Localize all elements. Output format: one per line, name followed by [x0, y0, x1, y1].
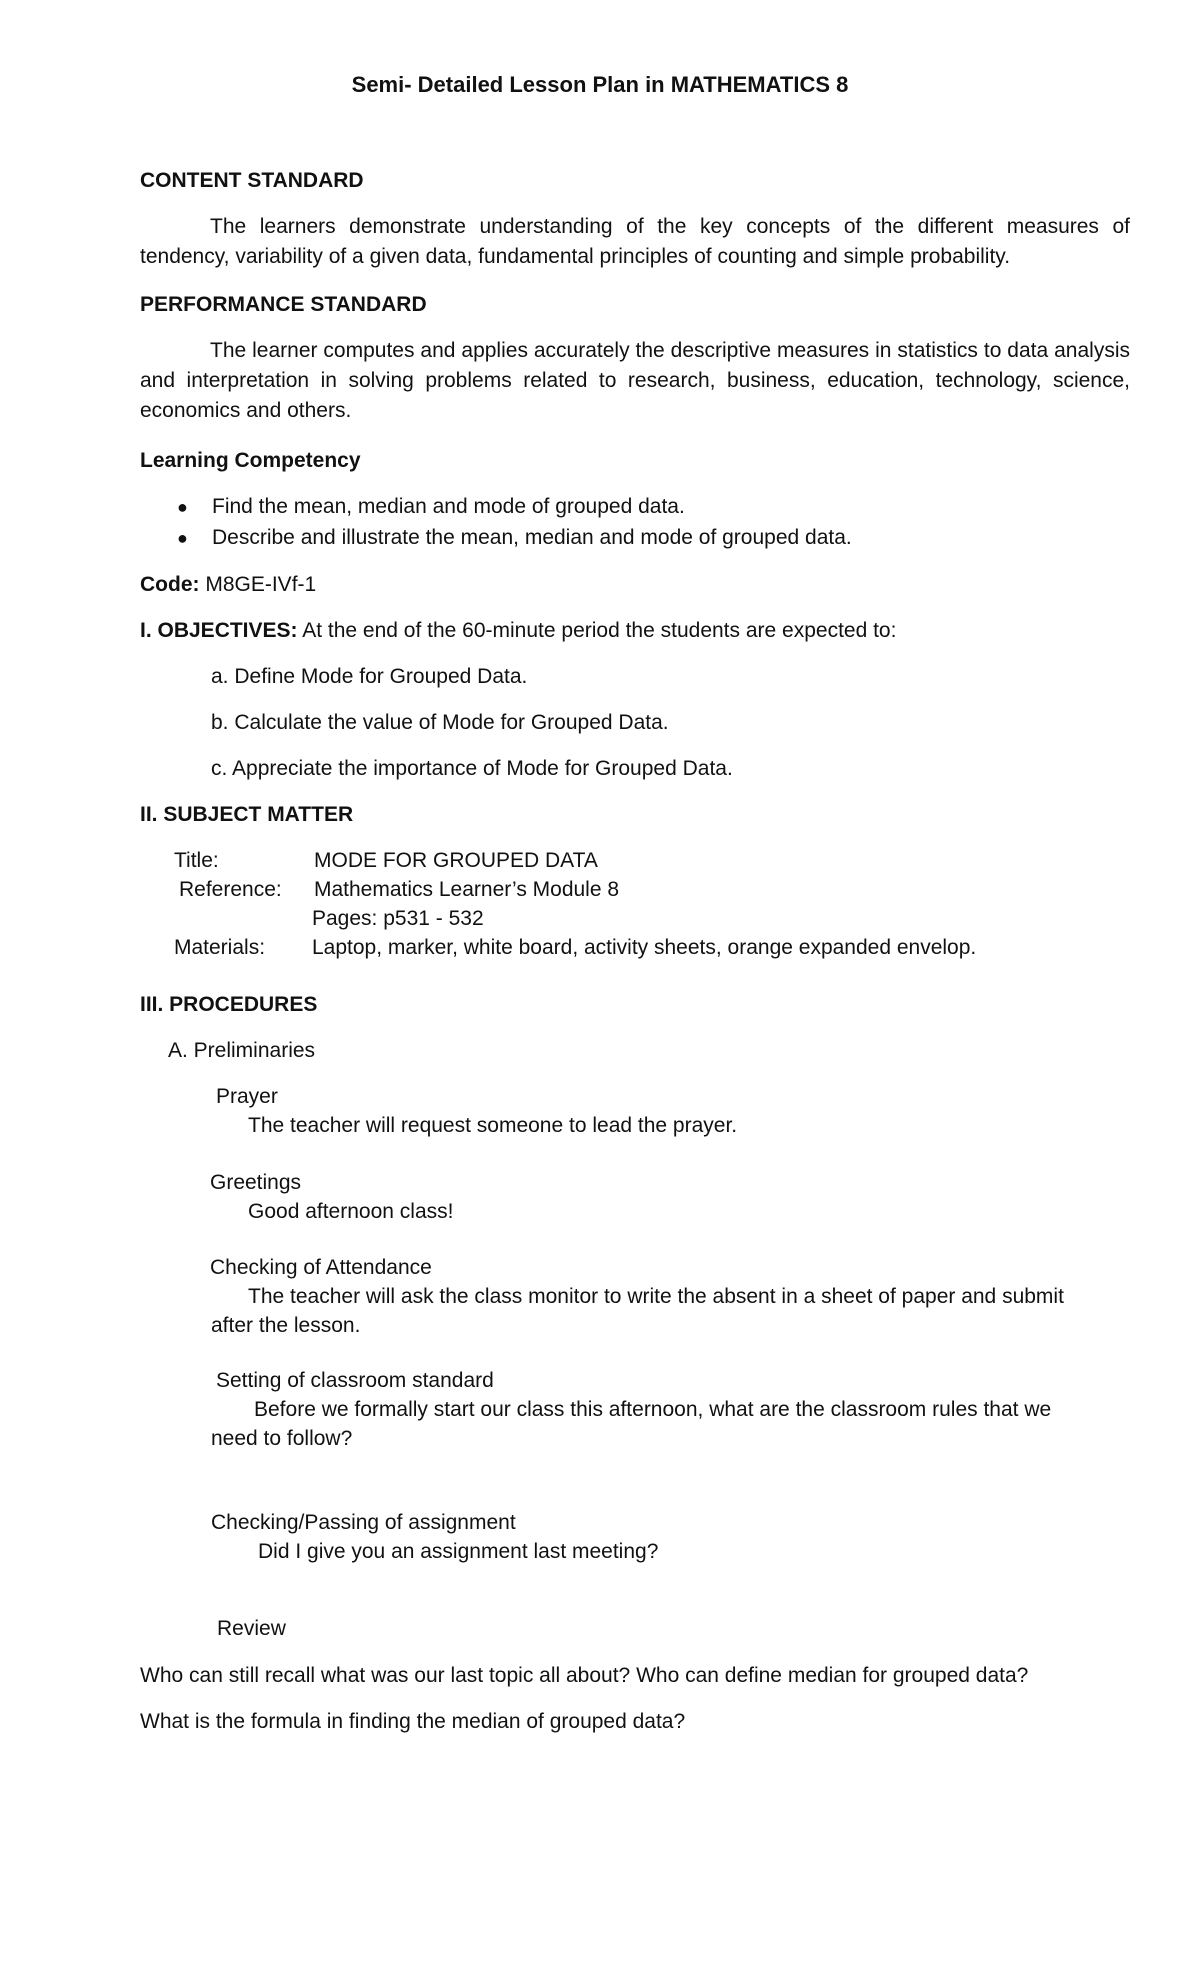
pages-value: Pages: p531 - 532: [312, 907, 484, 930]
assignment-text: Did I give you an assignment last meeting?: [258, 1540, 659, 1563]
subject-matter-heading: II. SUBJECT MATTER: [140, 803, 354, 826]
code-line: [140, 570, 316, 600]
objective-item: b. Calculate the value of Mode for Grouped Data.: [211, 711, 669, 734]
attendance-text-continued: after the lesson.: [211, 1314, 361, 1337]
preliminaries-heading: A. Preliminaries: [168, 1039, 316, 1062]
attendance-label: Checking of Attendance: [210, 1256, 432, 1279]
classroom-standard-text-continued: need to follow?: [211, 1427, 353, 1450]
learning-competency-heading: Learning Competency: [140, 449, 361, 472]
title-label: Title:: [174, 849, 219, 872]
document-title: Semi- Detailed Lesson Plan in MATHEMATICS 8: [351, 72, 849, 97]
bullet-icon: ●: [177, 528, 188, 548]
bullet-icon: ●: [177, 497, 188, 517]
classroom-standard-text: Before we formally start our class this afternoon, what are the classroom rules that we: [254, 1398, 1052, 1421]
list-item: [140, 492, 1130, 523]
attendance-text: The teacher will ask the class monitor to write the absent in a sheet of paper and submit: [248, 1285, 1064, 1308]
content-standard-text: The learners demonstrate understanding of the key concepts of the different measures of tendency, variability of a given data, fundamental principles of counting and simple probability.: [140, 215, 1130, 268]
objectives-intro: At the end of the 60-minute period the students are expected to:: [302, 619, 897, 642]
objectives-label: I. OBJECTIVES:: [140, 619, 298, 642]
title-value: MODE FOR GROUPED DATA: [314, 849, 598, 872]
learning-competency-list: [140, 492, 1130, 554]
list-item: [140, 523, 1130, 554]
review-text-continued: What is the formula in finding the median of grouped data?: [140, 1710, 686, 1733]
greetings-text: Good afternoon class!: [248, 1200, 454, 1223]
review-text: Who can still recall what was our last topic all about? Who can define median for grouped data?: [140, 1664, 1029, 1687]
objective-item: c. Appreciate the importance of Mode for Grouped Data.: [211, 757, 733, 780]
competency-text: Describe and illustrate the mean, median and mode of grouped data.: [212, 526, 852, 549]
assignment-label: Checking/Passing of assignment: [211, 1511, 516, 1534]
performance-standard-heading: PERFORMANCE STANDARD: [140, 293, 427, 316]
objective-item: a. Define Mode for Grouped Data.: [211, 665, 528, 688]
procedures-heading: III. PROCEDURES: [140, 993, 318, 1016]
competency-text: Find the mean, median and mode of grouped data.: [212, 495, 685, 518]
greetings-label: Greetings: [210, 1171, 302, 1194]
performance-standard-text: The learner computes and applies accurately the descriptive measures in statistics to data analysis and interpretation in solving problems related to research, business, education, technology, science, economics and others.: [140, 339, 1130, 422]
materials-label: Materials:: [174, 936, 266, 959]
review-label: Review: [217, 1617, 286, 1640]
reference-value: Mathematics Learner’s Module 8: [314, 878, 620, 901]
classroom-standard-label: Setting of classroom standard: [216, 1369, 494, 1392]
materials-value: Laptop, marker, white board, activity sheets, orange expanded envelop.: [312, 936, 977, 959]
prayer-label: Prayer: [216, 1085, 278, 1108]
prayer-text: The teacher will request someone to lead the prayer.: [248, 1114, 738, 1137]
content-standard-heading: CONTENT STANDARD: [140, 169, 364, 192]
code-value: M8GE-IVf-1: [205, 573, 317, 596]
objectives-line: [140, 616, 896, 646]
reference-label: Reference:: [179, 878, 282, 901]
code-label: Code:: [140, 573, 200, 596]
